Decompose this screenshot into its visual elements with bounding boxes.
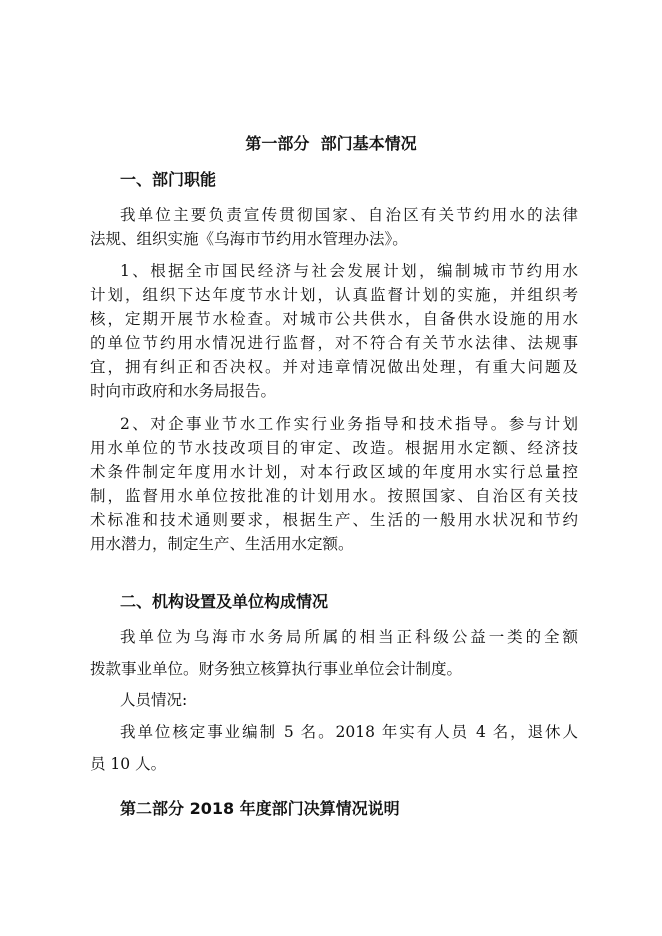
paragraph-line: 时向市政府和水务局报告。 [90, 382, 277, 400]
paragraph-line: 制，监督用水单位按批准的计划用水。按照国家、自治区有关技 [90, 487, 578, 505]
paragraph-line: 的单位节约用水情况进行监督，对不符合有关节水法律、法规事 [90, 334, 578, 352]
part2-title: 第二部分 2018 年度部门决算情况说明 [120, 799, 400, 818]
paragraph-line: 法规、组织实施《乌海市节约用水管理办法》。 [90, 230, 408, 248]
paragraph-line: 术条件制定年度用水计划，对本行政区域的年度用水实行总量控 [90, 463, 578, 481]
paragraph-line: 用水单位的节水技改项目的审定、改造。根据用水定额、经济技 [90, 439, 578, 457]
paragraph-line: 我单位为乌海市水务局所属的相当正科级公益一类的全额 [120, 628, 578, 646]
section1-heading: 一、部门职能 [120, 170, 217, 189]
staff-label: 人员情况: [120, 691, 188, 709]
paragraph-line: 拨款事业单位。财务独立核算执行事业单位会计制度。 [90, 660, 463, 678]
section2-heading: 二、机构设置及单位构成情况 [120, 592, 329, 611]
paragraph-line: 术标准和技术通则要求，根据生产、生活的一般用水状况和节约 [90, 511, 578, 529]
paragraph-line: 1、根据全市国民经济与社会发展计划，编制城市节约用水 [120, 262, 578, 280]
paragraph-line: 宜，拥有纠正和否决权。并对违章情况做出处理，有重大问题及 [90, 358, 578, 376]
paragraph-line: 2、对企事业节水工作实行业务指导和技术指导。参与计划 [120, 415, 578, 433]
paragraph-line: 我单位主要负责宣传贯彻国家、自治区有关节约用水的法律 [120, 206, 578, 224]
paragraph-line: 我单位核定事业编制 5 名。2018 年实有人员 4 名，退休人 [120, 723, 578, 741]
paragraph-line: 员 10 人。 [90, 755, 167, 773]
paragraph-line: 计划，组织下达年度节水计划，认真监督计划的实施，并组织考 [90, 286, 578, 304]
part1-title: 第一部分 部门基本情况 [245, 134, 417, 153]
paragraph-line: 核，定期开展节水检查。对城市公共供水，自备供水设施的用水 [90, 310, 578, 328]
paragraph-line: 用水潜力，制定生产、生活用水定额。 [90, 535, 354, 553]
